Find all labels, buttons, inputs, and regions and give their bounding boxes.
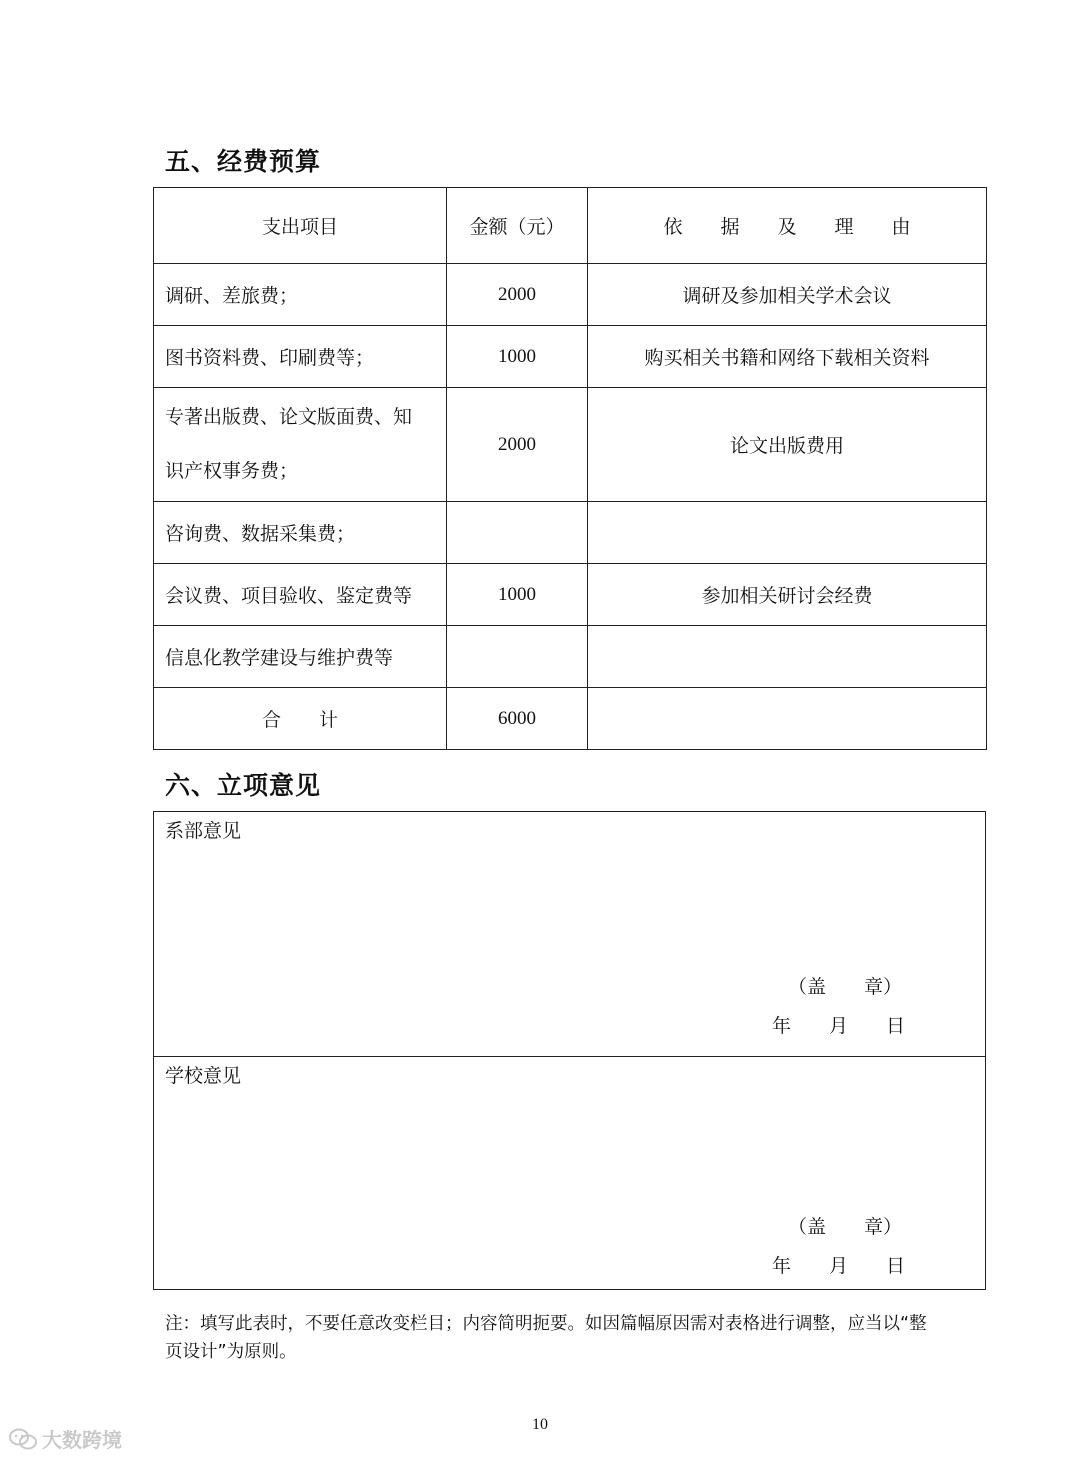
total-reason <box>588 688 987 750</box>
row-reason: 购买相关书籍和网络下载相关资料 <box>588 326 987 388</box>
row-amount: 2000 <box>447 388 588 502</box>
table-row <box>154 564 987 626</box>
school-opinion-box <box>153 1056 986 1290</box>
row-item: 调研、差旅费； <box>154 264 447 326</box>
department-opinion-label: 系部意见 <box>165 820 242 842</box>
table-header-row <box>154 188 987 264</box>
department-opinion-box <box>153 811 986 1057</box>
row-item: 咨询费、数据采集费； <box>154 502 447 564</box>
page-number: 10 <box>532 1416 548 1433</box>
total-row <box>154 688 987 750</box>
table-row <box>154 626 987 688</box>
table-row <box>154 388 987 502</box>
row-amount <box>447 502 588 564</box>
row-reason: 参加相关研讨会经费 <box>588 564 987 626</box>
header-amount: 金额（元） <box>447 188 588 264</box>
row-amount: 1000 <box>447 326 588 388</box>
table-row <box>154 502 987 564</box>
row-amount <box>447 626 588 688</box>
watermark-text: 大数跨境 <box>42 1428 122 1452</box>
header-reason: 依 据 及 理 由 <box>588 188 987 264</box>
budget-section-title: 五、经费预算 <box>165 147 322 176</box>
row-amount: 1000 <box>447 564 588 626</box>
row-item: 图书资料费、印刷费等； <box>154 326 447 388</box>
department-seal: （盖 章） <box>788 976 903 998</box>
row-item-line2: 识产权事务费； <box>165 459 299 482</box>
wechat-logo-icon <box>8 1427 38 1451</box>
row-reason <box>588 502 987 564</box>
row-item-line1: 专著出版费、论文版面费、知 <box>165 405 413 428</box>
footnote: 注：填写此表时，不要任意改变栏目；内容简明扼要。如因篇幅原因需对表格进行调整，应当以“整页设计”为原则。 <box>165 1314 927 1362</box>
row-reason: 论文出版费用 <box>588 388 987 502</box>
department-date: 年 月 日 <box>772 1015 906 1037</box>
table-row <box>154 264 987 326</box>
total-amount: 6000 <box>447 688 588 750</box>
row-item: 会议费、项目验收、鉴定费等 <box>154 564 447 626</box>
school-seal: （盖 章） <box>788 1216 903 1238</box>
row-reason <box>588 626 987 688</box>
table-row <box>154 326 987 388</box>
budget-table <box>153 187 987 750</box>
opinion-section-title: 六、立项意见 <box>165 771 322 800</box>
row-item: 信息化教学建设与维护费等 <box>154 626 447 688</box>
school-date: 年 月 日 <box>772 1255 906 1277</box>
watermark <box>8 1424 122 1453</box>
row-reason: 调研及参加相关学术会议 <box>588 264 987 326</box>
header-item: 支出项目 <box>154 188 447 264</box>
total-label: 合 计 <box>154 688 447 750</box>
row-item <box>154 388 447 502</box>
school-opinion-label: 学校意见 <box>165 1065 242 1087</box>
row-amount: 2000 <box>447 264 588 326</box>
